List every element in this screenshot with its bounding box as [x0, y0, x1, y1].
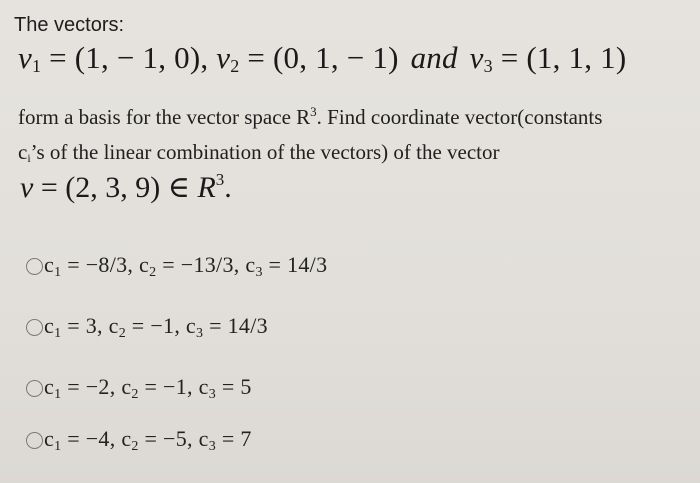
answer-option-2[interactable]	[26, 313, 268, 342]
and-word: and	[410, 40, 458, 75]
answer-option-label: $c_1 = -4$, $c_2 = -5$, $c_3 = 7$	[44, 426, 252, 454]
answer-option-label: $c_1 = -8/3$, $c_2 = -13/3$, $c_3 = 14/3$	[44, 252, 328, 280]
answer-option-4[interactable]	[26, 426, 252, 455]
radio-button-icon[interactable]	[26, 258, 43, 275]
answer-option-label: $c_1 = 3$, $c_2 = -1$, $c_3 = 14/3$	[44, 313, 268, 341]
answer-option-3[interactable]	[26, 374, 252, 403]
vector-v1: $v_1 = (1$, − 1, 0),	[18, 40, 209, 76]
answer-option-1[interactable]	[26, 252, 327, 281]
radio-button-icon[interactable]	[26, 319, 43, 336]
radio-button-icon[interactable]	[26, 432, 43, 449]
vector-v3: $v_3 = (1$, 1, 1)	[469, 40, 627, 76]
answer-option-label: $c_1 = -2$, $c_2 = -1$, $c_3 = 5$	[44, 374, 252, 402]
question-heading: The vectors:	[14, 14, 125, 36]
problem-statement-line-2: $c_i’s$ of the linear combination of the vectors) of the vector	[18, 140, 500, 165]
vector-v2: $v_2 = (0$, 1, − 1)	[216, 40, 399, 76]
given-vectors	[18, 40, 626, 77]
problem-statement-line-1: form a basis for the vector space $R^3$. Find coordinate vector(constants	[18, 104, 603, 129]
target-vector: v = (2, 3, 9) ∈ $R^3$.	[20, 170, 232, 204]
radio-button-icon[interactable]	[26, 380, 43, 397]
